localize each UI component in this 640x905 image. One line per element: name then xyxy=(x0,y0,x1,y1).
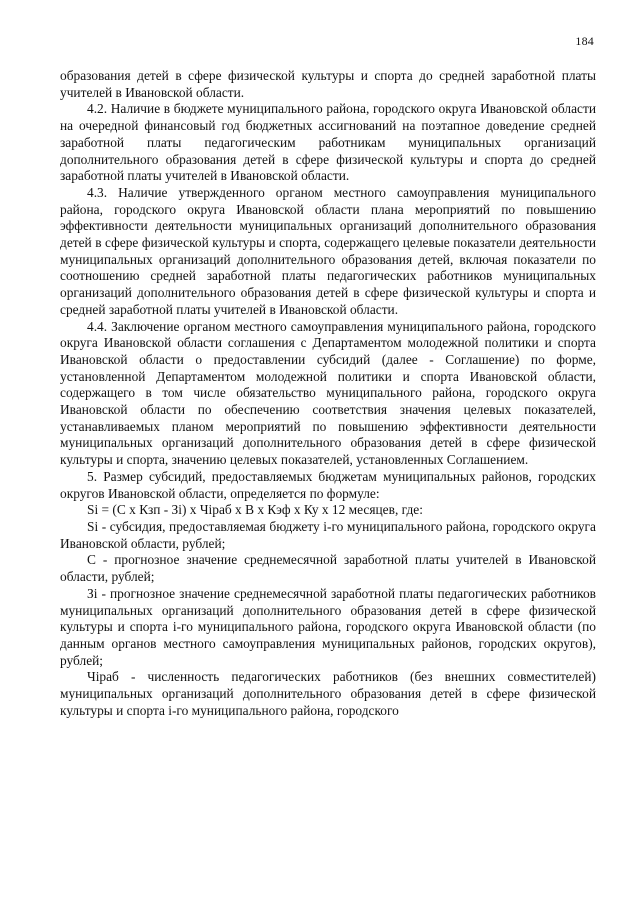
paragraph: 4.2. Наличие в бюджете муниципального района, городского округа Ивановской области на очередной финансовый год бюджетных ассигнований на поэтапное доведение средней заработной платы педагогическим работникам муниципальных организаций дополнительного образования детей в сфере физической культуры и спорта до средней заработной платы учителей в Ивановской области. xyxy=(60,101,596,184)
paragraph: Зi - прогнозное значение среднемесячной заработной платы педагогических работников муниципальных организаций дополнительного образования детей в сфере физической культуры и спорта i-го муниципального района, городского округа Ивановской области (по данным органов местного самоуправления муниципальных районов, городских округов), рублей; xyxy=(60,585,596,668)
paragraph: 4.4. Заключение органом местного самоуправления муниципального района, городского округа Ивановской области соглашения с Департаментом молодежной политики и спорта Ивановской области о предоставлении субсидий (далее - Соглашение) по форме, установленной Департаментом молодежной политики и спорта Ивановской области, содержащего в том числе обязательство муниципального района, городского округа Ивановской области по обеспечению соответствия значения целевых показателей, устанавливаемых планом мероприятий по повышению эффективности деятельности муниципальных организаций дополнительного образования детей в сфере физической культуры и спорта, значению целевых показателей, установленных Соглашением. xyxy=(60,318,596,468)
formula-line: Si = (С х Кзп - Зi) х Чiраб х В х Кэф х Ку х 12 месяцев, где: xyxy=(87,502,423,518)
paragraph: 5. Размер субсидий, предоставляемых бюджетам муниципальных районов, городских округов Ивановской области, определяется по формуле: xyxy=(60,468,596,501)
document-body xyxy=(60,68,596,719)
paragraph: С - прогнозное значение среднемесячной заработной платы учителей в Ивановской области, рублей; xyxy=(60,552,596,585)
paragraph: образования детей в сфере физической культуры и спорта до средней заработной платы учителей в Ивановской области. xyxy=(60,68,596,100)
paragraph: 4.3. Наличие утвержденного органом местного самоуправления муниципального района, городского округа Ивановской области плана мероприятий по повышению эффективности деятельности муниципальных организаций дополнительного образования детей в сфере физической культуры и спорта, содержащего целевые показатели деятельности муниципальных организаций дополнительного образования детей, включая показатели по соотношению средней заработной платы педагогических работников муниципальных организаций дополнительного образования детей в сфере физической культуры и спорта и средней заработной платы учителей в Ивановской области. xyxy=(60,184,596,317)
paragraph: Si - субсидия, предоставляемая бюджету i-го муниципального района, городского округа Ивановской области, рублей; xyxy=(60,518,596,551)
page-number: 184 xyxy=(575,34,594,48)
paragraph: Чiраб - численность педагогических работников (без внешних совместителей) муниципальных организаций дополнительного образования детей в сфере физической культуры и спорта i-го муниципального района, городского xyxy=(60,669,596,718)
